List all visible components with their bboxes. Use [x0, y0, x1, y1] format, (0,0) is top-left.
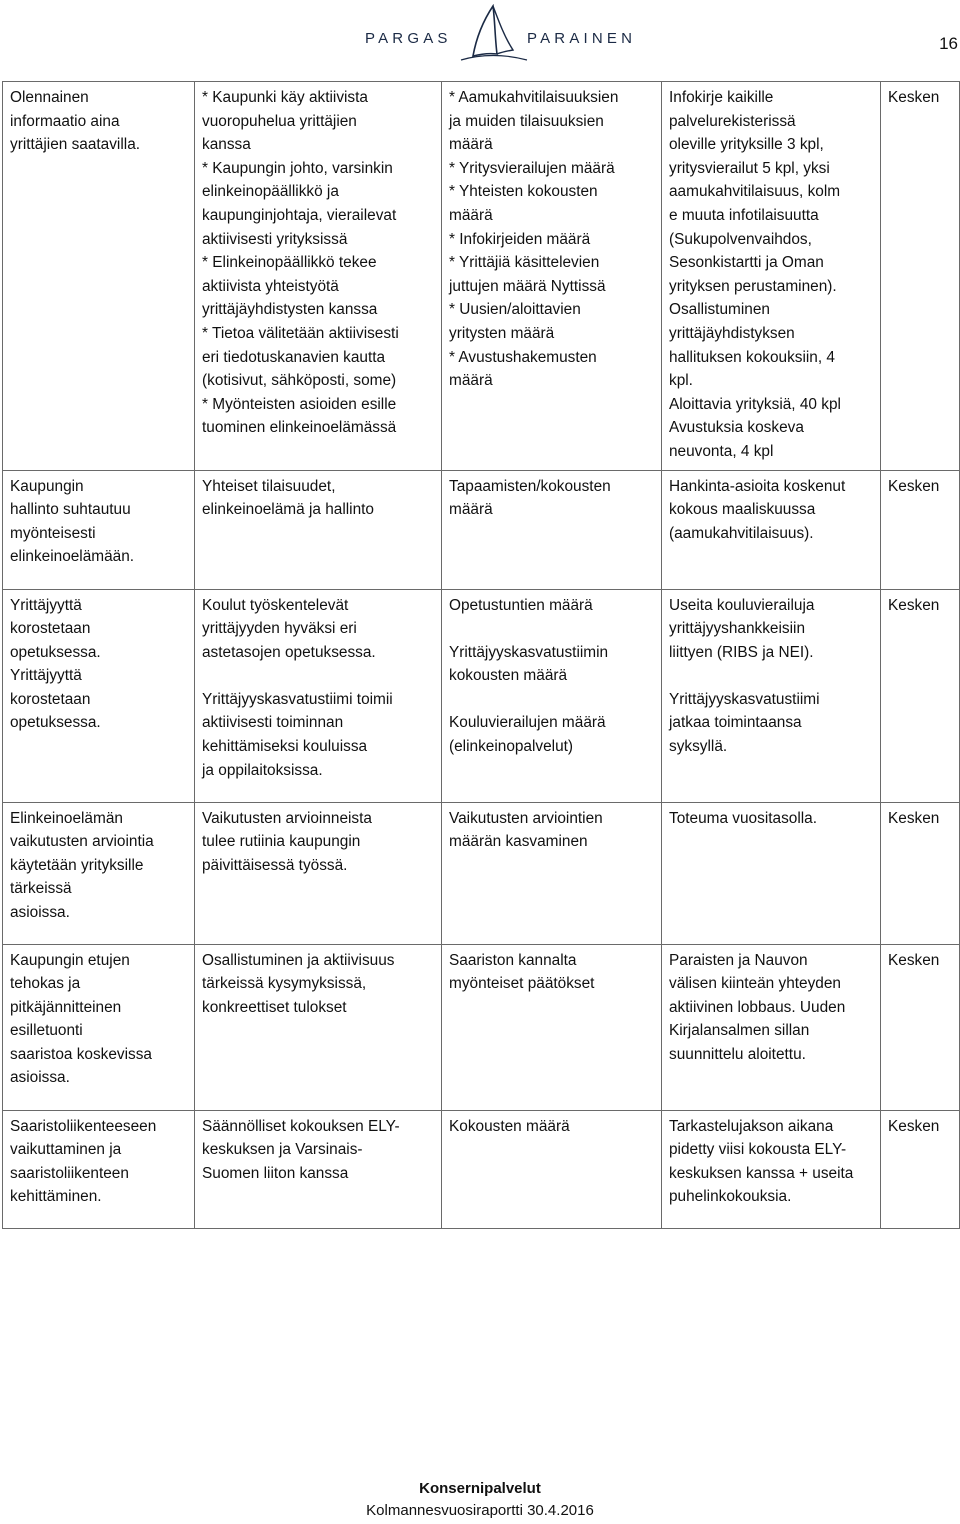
- table-row: [3, 944, 960, 1110]
- logo-text-right: PARAINEN: [527, 30, 637, 47]
- page-header: [0, 0, 960, 80]
- footer-title: Konsernipalvelut: [419, 1480, 541, 1497]
- table-row: [3, 802, 960, 944]
- goal-cell: Kaupungin etujen tehokas ja pitkäjännitteinen esilletuonti saaristoa koskevissa asioissa.: [3, 944, 195, 1110]
- result-cell: Paraisten ja Nauvon välisen kiinteän yhteyden aktiivinen lobbaus. Uuden Kirjalansalmen sillan suunnittelu aloitettu.: [662, 944, 881, 1110]
- result-cell: Toteuma vuositasolla.: [662, 802, 881, 944]
- action-cell: * Kaupunki käy aktiivista vuoropuhelua yrittäjien kanssa * Kaupungin johto, varsinkin elinkeinopäällikkö ja kaupunginjohtaja, vierailevat aktiivisesti yrityksissä * Elinkeinopäällikkö tekee aktiivista yhteistyötä yrittäjäyhdistysten kanssa * Tietoa välitetään aktiivisesti eri tiedotuskanavien kautta (kotisivut, sähköposti, some) * Myönteisten asioiden esille tuominen elinkeinoelämässä: [195, 82, 442, 471]
- indicator-cell: Saariston kannalta myönteiset päätökset: [442, 944, 662, 1110]
- goal-cell: Kaupungin hallinto suhtautuu myönteisesti elinkeinoelämään.: [3, 470, 195, 589]
- status-cell: Kesken: [881, 944, 960, 1110]
- indicator-cell: Tapaamisten/kokousten määrä: [442, 470, 662, 589]
- status-cell: Kesken: [881, 589, 960, 802]
- goal-cell: Saaristoliikenteeseen vaikuttaminen ja saaristoliikenteen kehittäminen.: [3, 1110, 195, 1228]
- indicator-cell: Opetustuntien määrä Yrittäjyyskasvatustiimin kokousten määrä Kouluvierailujen määrä (elinkeinopalvelut): [442, 589, 662, 802]
- status-cell: Kesken: [881, 1110, 960, 1228]
- indicator-cell: * Aamukahvitilaisuuksien ja muiden tilaisuuksien määrä * Yritysvierailujen määrä * Yhteisten kokousten määrä * Infokirjeiden määrä * Yrittäjiä käsittelevien juttujen määrä Nyttissä * Uusien/aloittavien yritysten määrä * Avustushakemusten määrä: [442, 82, 662, 471]
- logo-text-left: PARGAS: [365, 30, 452, 47]
- action-cell: Yhteiset tilaisuudet, elinkeinoelämä ja hallinto: [195, 470, 442, 589]
- table-row: [3, 82, 960, 471]
- table-row: [3, 470, 960, 589]
- table-row: [3, 589, 960, 802]
- status-cell: Kesken: [881, 802, 960, 944]
- result-cell: Infokirje kaikille palvelurekisterissä oleville yrityksille 3 kpl, yritysvierailut 5 kpl, yksi aamukahvitilaisuus, kolm e muuta infotilaisuutta (Sukupolvenvaihdos, Sesonkistartti ja Oman yrityksen perustaminen). Osallistuminen yrittäjäyhdistyksen hallituksen kokouksiin, 4 kpl. Aloittavia yrityksiä, 40 kpl Avustuksia koskeva neuvonta, 4 kpl: [662, 82, 881, 471]
- table-row: [3, 1110, 960, 1228]
- action-cell: Säännölliset kokouksen ELY- keskuksen ja Varsinais- Suomen liiton kanssa: [195, 1110, 442, 1228]
- status-cell: Kesken: [881, 470, 960, 589]
- footer-subtitle: Kolmannesvuosiraportti 30.4.2016: [366, 1502, 594, 1519]
- result-cell: Hankinta-asioita koskenut kokous maaliskuussa (aamukahvitilaisuus).: [662, 470, 881, 589]
- result-cell: Useita kouluvierailuja yrittäjyyshankkeisiin liittyen (RIBS ja NEI). Yrittäjyyskasvatustiimi jatkaa toimintaansa syksyllä.: [662, 589, 881, 802]
- action-cell: Vaikutusten arvioinneista tulee rutiinia kaupungin päivittäisessä työssä.: [195, 802, 442, 944]
- page-number: 16: [939, 34, 958, 53]
- report-table: [2, 81, 960, 1229]
- indicator-cell: Kokousten määrä: [442, 1110, 662, 1228]
- pargas-parainen-logo: [363, 4, 637, 66]
- status-cell: Kesken: [881, 82, 960, 471]
- action-cell: Koulut työskentelevät yrittäjyyden hyväksi eri astetasojen opetuksessa. Yrittäjyyskasvatustiimi toimii aktiivisesti toiminnan kehittämiseksi kouluissa ja oppilaitoksissa.: [195, 589, 442, 802]
- action-cell: Osallistuminen ja aktiivisuus tärkeissä kysymyksissä, konkreettiset tulokset: [195, 944, 442, 1110]
- result-cell: Tarkastelujakson aikana pidetty viisi kokousta ELY- keskuksen kanssa + useita puhelinkokouksia.: [662, 1110, 881, 1228]
- indicator-cell: Vaikutusten arviointien määrän kasvaminen: [442, 802, 662, 944]
- sail-icon: [455, 4, 531, 66]
- goal-cell: Yrittäjyyttä korostetaan opetuksessa. Yrittäjyyttä korostetaan opetuksessa.: [3, 589, 195, 802]
- goal-cell: Elinkeinoelämän vaikutusten arviointia käytetään yrityksille tärkeissä asioissa.: [3, 802, 195, 944]
- goal-cell: Olennainen informaatio aina yrittäjien saatavilla.: [3, 82, 195, 471]
